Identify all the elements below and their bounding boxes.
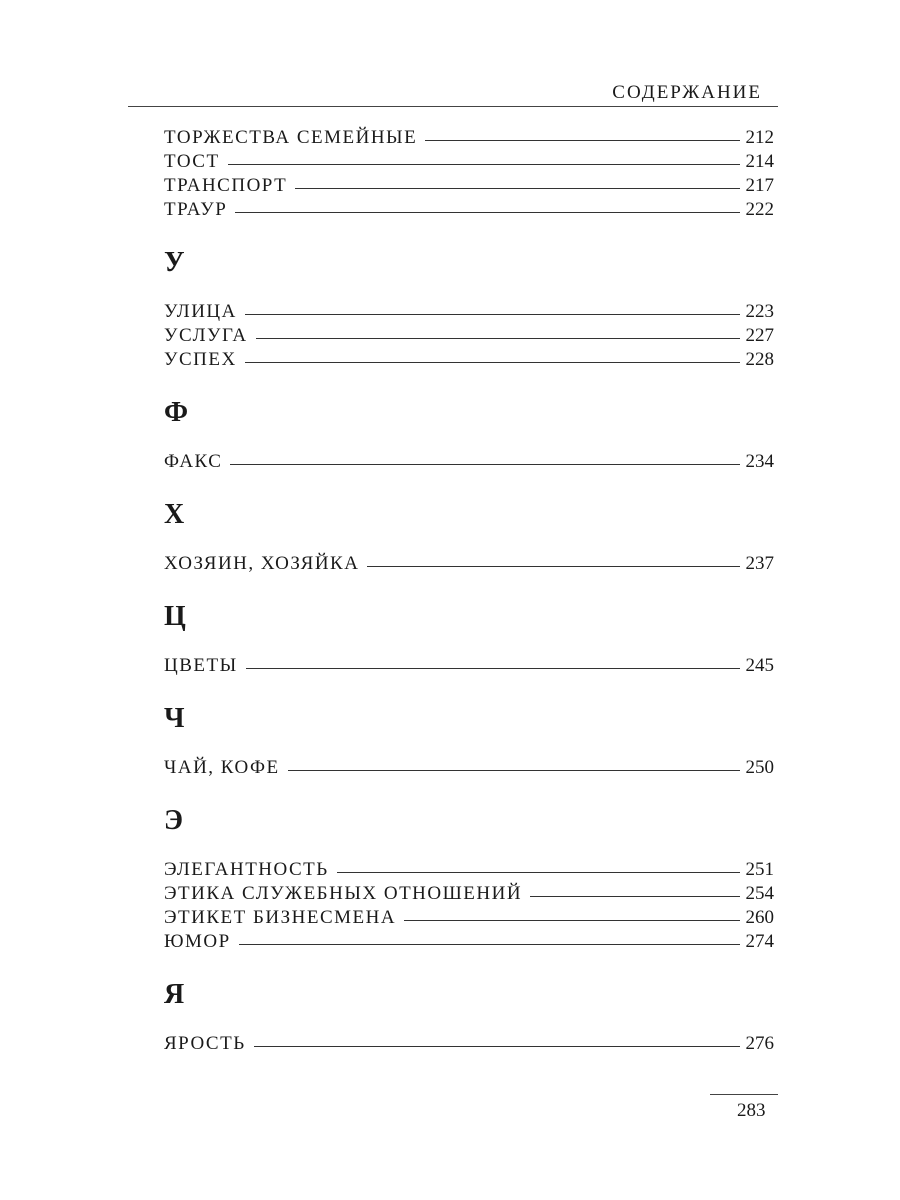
table-of-contents <box>164 126 774 1056</box>
toc-entry[interactable] <box>164 300 774 324</box>
section-letter: Х <box>164 499 185 530</box>
toc-leader-line <box>228 164 740 165</box>
section-letter: Э <box>164 805 183 836</box>
toc-entry-label: ЧАЙ, КОФЕ <box>164 757 280 778</box>
toc-entry-label: ЮМОР <box>164 931 231 952</box>
section-letter: Я <box>164 979 185 1010</box>
toc-entry-label: ЭЛЕГАНТНОСТЬ <box>164 859 329 880</box>
toc-entry[interactable] <box>164 198 774 222</box>
toc-section <box>164 248 774 372</box>
toc-section <box>164 126 774 222</box>
toc-entry[interactable] <box>164 882 774 906</box>
toc-leader-line <box>230 464 739 465</box>
toc-entry[interactable] <box>164 450 774 474</box>
toc-entry-page: 250 <box>745 757 774 778</box>
toc-entry-label: ЯРОСТЬ <box>164 1033 246 1054</box>
toc-section <box>164 806 774 954</box>
section-letter: Ф <box>164 397 189 428</box>
toc-section <box>164 398 774 474</box>
toc-leader-line <box>254 1046 740 1047</box>
toc-entry-page: 245 <box>745 655 774 676</box>
toc-entry-label: ТРАУР <box>164 199 228 220</box>
toc-entry-page: 276 <box>745 1033 774 1054</box>
running-head-title: СОДЕРЖАНИЕ <box>612 82 762 103</box>
toc-leader-line <box>239 944 740 945</box>
toc-entry-label: УСПЕХ <box>164 349 237 370</box>
section-letter: Ц <box>164 601 186 632</box>
toc-leader-line <box>295 188 739 189</box>
toc-entry-page: 214 <box>745 151 774 172</box>
toc-entry[interactable] <box>164 1032 774 1056</box>
toc-entry-label: ФАКС <box>164 451 223 472</box>
toc-entry-label: УЛИЦА <box>164 301 237 322</box>
toc-entry-label: ТОРЖЕСТВА СЕМЕЙНЫЕ <box>164 127 418 148</box>
section-letter: Ч <box>164 703 185 734</box>
toc-leader-line <box>425 140 739 141</box>
toc-entry[interactable] <box>164 654 774 678</box>
toc-section <box>164 602 774 678</box>
toc-entry-label: ТОСТ <box>164 151 220 172</box>
section-letter: У <box>164 247 185 278</box>
toc-leader-line <box>530 896 739 897</box>
toc-entry[interactable] <box>164 348 774 372</box>
toc-leader-line <box>367 566 739 567</box>
toc-entry[interactable] <box>164 126 774 150</box>
toc-entry-label: ЭТИКА СЛУЖЕБНЫХ ОТНОШЕНИЙ <box>164 883 523 904</box>
toc-entry[interactable] <box>164 174 774 198</box>
toc-entry-label: ТРАНСПОРТ <box>164 175 288 196</box>
toc-entry[interactable] <box>164 906 774 930</box>
toc-entry-page: 274 <box>745 931 774 952</box>
toc-entry[interactable] <box>164 150 774 174</box>
toc-entry[interactable] <box>164 756 774 780</box>
toc-section <box>164 704 774 780</box>
toc-entry-label: ХОЗЯИН, ХОЗЯЙКА <box>164 553 360 574</box>
page-number: 283 <box>737 1100 766 1121</box>
toc-leader-line <box>245 362 740 363</box>
toc-section <box>164 500 774 576</box>
toc-entry[interactable] <box>164 552 774 576</box>
running-head <box>128 76 778 107</box>
toc-leader-line <box>245 314 740 315</box>
toc-leader-line <box>235 212 739 213</box>
toc-leader-line <box>404 920 739 921</box>
toc-entry[interactable] <box>164 858 774 882</box>
toc-entry-page: 237 <box>745 553 774 574</box>
footer-rule <box>710 1094 778 1095</box>
toc-section <box>164 980 774 1056</box>
toc-entry-page: 222 <box>745 199 774 220</box>
toc-entry-page: 254 <box>745 883 774 904</box>
toc-entry-page: 223 <box>745 301 774 322</box>
toc-entry-page: 217 <box>745 175 774 196</box>
toc-entry-page: 212 <box>745 127 774 148</box>
toc-entry-page: 234 <box>745 451 774 472</box>
toc-leader-line <box>337 872 740 873</box>
toc-entry[interactable] <box>164 930 774 954</box>
toc-entry[interactable] <box>164 324 774 348</box>
toc-leader-line <box>256 338 740 339</box>
toc-entry-page: 228 <box>745 349 774 370</box>
toc-entry-label: ЦВЕТЫ <box>164 655 238 676</box>
toc-entry-page: 260 <box>745 907 774 928</box>
toc-entry-label: ЭТИКЕТ БИЗНЕСМЕНА <box>164 907 397 928</box>
toc-entry-page: 227 <box>745 325 774 346</box>
toc-entry-label: УСЛУГА <box>164 325 248 346</box>
toc-leader-line <box>288 770 740 771</box>
toc-entry-page: 251 <box>745 859 774 880</box>
toc-leader-line <box>246 668 740 669</box>
